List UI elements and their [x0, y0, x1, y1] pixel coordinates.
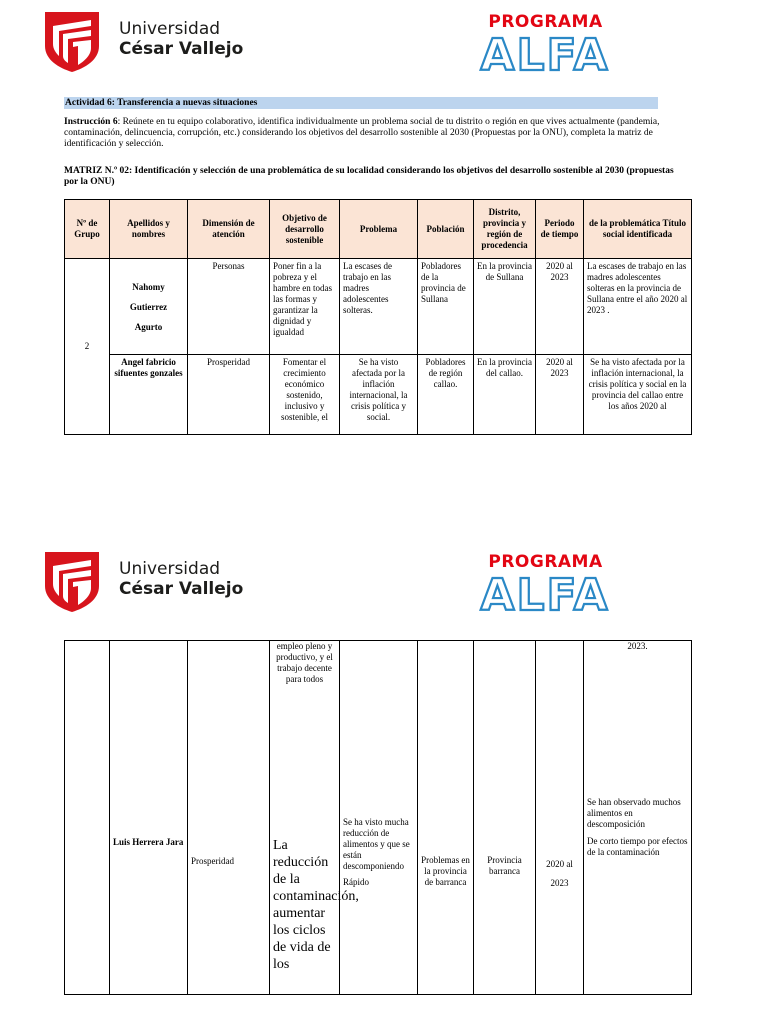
- cell-nombre: Luis Herrera Jara: [110, 641, 188, 995]
- header-distrito: Distrito, provincia y región de procedencia: [474, 200, 536, 259]
- instruction-paragraph: [64, 117, 664, 150]
- programa-label: PROGRAMA: [488, 12, 603, 32]
- header-problema: Problema: [340, 200, 418, 259]
- cell-dimension: Personas: [188, 259, 270, 355]
- cell-poblacion: Pobladores de región callao.: [418, 355, 474, 435]
- cell-objetivo: Fomentar el crecimiento económico sostenido, inclusivo y sostenible, el: [270, 355, 340, 435]
- nombre-line: Nahomy: [132, 281, 165, 292]
- cell-distrito: En la provincia de Sullana: [474, 259, 536, 355]
- ucv-shield-icon: [45, 552, 99, 612]
- alfa-text: ALFA: [480, 32, 610, 74]
- titulo-text: Se han observado muchos alimentos en descomposición: [587, 797, 681, 829]
- programa-alfa-logo: [478, 552, 613, 614]
- cell-problema: Se ha visto afectada por la inflación internacional, la crisis política y social.: [340, 355, 418, 435]
- alfa-text: ALFA: [480, 572, 610, 614]
- matriz-title: MATRIZ N.º 02: Identificación y selección de una problemática de su localidad considerando los objetivos del desarrollo sostenible al 2030 (propuestas por la ONU): [64, 166, 674, 187]
- header-objetivo: Objetivo de desarrollo sostenible: [270, 200, 340, 259]
- page-2: [0, 540, 768, 1024]
- activity-title: Actividad 6: Transferencia a nuevas situaciones: [64, 97, 658, 109]
- university-line1: Universidad: [119, 19, 221, 39]
- alfa-wordmark: [478, 32, 613, 74]
- objetivo-cont: empleo pleno y productivo, y el trabajo decente para todos: [276, 641, 333, 684]
- matriz-table: [64, 199, 692, 435]
- nombre-line: Agurto: [134, 321, 163, 332]
- header-apellidos: Apellidos y nombres: [110, 200, 188, 259]
- cell-nombre: [110, 259, 188, 355]
- ucv-logo: [45, 12, 245, 72]
- table-row: [65, 641, 692, 995]
- cell-dimension: Prosperidad: [188, 641, 270, 995]
- programa-alfa-logo: [478, 12, 613, 74]
- cell-periodo: 2020 al 2023: [536, 641, 584, 995]
- university-line1: Universidad: [119, 559, 221, 579]
- titulo-text-2: De corto tiempo por efectos de la contaminación: [587, 836, 688, 857]
- ucv-shield-icon: [45, 12, 99, 72]
- cell-periodo: 2020 al 2023: [536, 259, 584, 355]
- cell-titulo: [584, 641, 692, 995]
- table-header-row: [65, 200, 692, 259]
- cell-problema: La escases de trabajo en las madres adolescentes solteras.: [340, 259, 418, 355]
- instruction-text: : Reúnete en tu equipo colaborativo, identifica individualmente un problema social de tu distrito o región en que vives actualmente (pandemia, contaminación, delincuencia, corrupción, etc.) considerando los objetivos del desarrollo sostenible al 2030 (Propuestas por la ONU), completa la matriz de identificación y selección.: [64, 117, 660, 149]
- problema-text: Se ha visto mucha reducción de alimentos y que se están descomponiendo: [343, 817, 410, 871]
- ucv-logo: [45, 552, 245, 612]
- programa-label: PROGRAMA: [488, 552, 603, 572]
- ucv-wordmark: [119, 560, 243, 599]
- cell-distrito: En la provincia del callao.: [474, 355, 536, 435]
- cell-nombre: Angel fabricio sifuentes gonzales: [110, 355, 188, 435]
- page-1: [0, 0, 768, 500]
- ucv-wordmark: [119, 20, 243, 59]
- university-line2: César Vallejo: [119, 578, 244, 599]
- cell-problema: [340, 641, 418, 995]
- nombre-line: Gutierrez: [129, 301, 168, 312]
- table-row: [65, 355, 692, 435]
- matriz-table-continuation: [64, 640, 692, 995]
- cell-poblacion: Problemas en la provincia de barranca: [418, 641, 474, 995]
- problema-text-2: Rápido: [343, 877, 369, 887]
- alfa-wordmark: [478, 572, 613, 614]
- cell-grupo: 2: [65, 259, 110, 435]
- cell-titulo: La escases de trabajo en las madres adolescentes solteras en la provincia de Sullana entre el año 2020 al 2023 .: [584, 259, 692, 355]
- cell-titulo: Se ha visto afectada por la inflación internacional, la crisis política y social en la provincia del callao entre los años 2020 al: [584, 355, 692, 435]
- header-titulo: de la problemática Título social identificada: [584, 200, 692, 259]
- objetivo-text: La reducción de la contaminación, aumentar los ciclos de vida de los: [273, 838, 359, 972]
- university-line2: César Vallejo: [119, 38, 244, 59]
- cell-grupo: [65, 641, 110, 995]
- header-periodo: Periodo de tiempo: [536, 200, 584, 259]
- table-row: [65, 259, 692, 355]
- header-dimension: Dimensión de atención: [188, 200, 270, 259]
- cell-poblacion: Pobladores de la provincia de Sullana: [418, 259, 474, 355]
- instruction-label: Instrucción 6: [64, 117, 118, 127]
- header-poblacion: Población: [418, 200, 474, 259]
- cell-distrito: Provincia barranca: [474, 641, 536, 995]
- cell-periodo: 2020 al 2023: [536, 355, 584, 435]
- titulo-cont: 2023.: [627, 641, 648, 651]
- cell-objetivo: Poner fin a la pobreza y el hambre en todas las formas y garantizar la dignidad y igualdad: [270, 259, 340, 355]
- cell-dimension: Prosperidad: [188, 355, 270, 435]
- header-grupo: Nº de Grupo: [65, 200, 110, 259]
